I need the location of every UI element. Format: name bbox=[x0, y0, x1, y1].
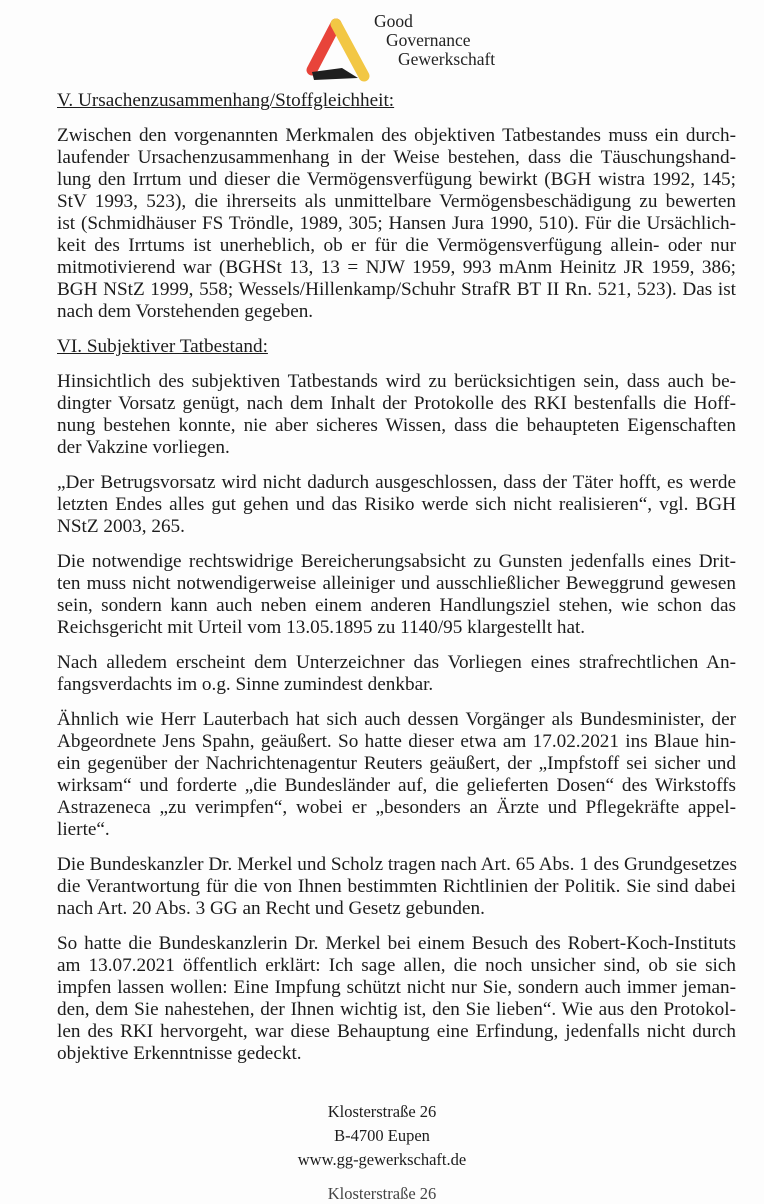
text-line: NStZ 2003, 265. bbox=[57, 516, 185, 537]
logo-text-gewerkschaft: Gewerkschaft bbox=[398, 49, 496, 69]
text-line: So hatte die Bundeskanzlerin Dr. Merkel bei einem Besuch des Robert-Koch-Instituts bbox=[57, 933, 736, 954]
text-line: am 13.07.2021 öffentlich erklärt: Ich sage allen, die noch unsicher sind, ob sie sich bbox=[57, 955, 736, 976]
footer-city: B-4700 Eupen bbox=[334, 1126, 430, 1145]
paragraph bbox=[57, 551, 736, 639]
logo-text-good: Good bbox=[374, 11, 413, 31]
text-line: objektive Erkenntnisse gedeckt. bbox=[57, 1043, 302, 1064]
text-line: ist (Schmidhäuser FS Tröndle, 1989, 305; Hansen Jura 1990, 510). Für die Ursächlich- bbox=[57, 213, 736, 234]
text-line: impfen lassen wollen: Eine Impfung schützt nicht nur Sie, sondern auch immer jeman- bbox=[57, 977, 736, 998]
text-line: laufender Ursachenzusammenhang in der Weise bestehen, dass die Täuschungshand- bbox=[57, 147, 736, 168]
section-heading: VI. Subjektiver Tatbestand: bbox=[57, 336, 268, 357]
text-line: Die Bundeskanzler Dr. Merkel und Scholz tragen nach Art. 65 Abs. 1 des Grundgesetzes bbox=[57, 854, 737, 875]
text-line: mitmotivierend war (BGHSt 13, 13 = NJW 1959, 993 mAnm Heinitz JR 1959, 386; bbox=[57, 257, 736, 278]
text-line: Reichsgericht mit Urteil vom 13.05.1895 zu 1140/95 klargestellt hat. bbox=[57, 617, 586, 638]
text-line: dingter Vorsatz genügt, nach dem Inhalt der Protokolle des RKI bestenfalls die Hoff- bbox=[57, 393, 736, 414]
paragraph bbox=[57, 854, 736, 920]
text-line: lung den Irrtum und dieser die Vermögensverfügung bewirkt (BGH wistra 1992, 145; bbox=[57, 169, 736, 190]
document-body bbox=[57, 90, 736, 1078]
text-line: fangsverdachts im o.g. Sinne zumindest denkbar. bbox=[57, 674, 434, 695]
text-line: ten muss nicht notwendigerweise alleiniger und ausschließlicher Beweggrund gewesen bbox=[57, 573, 736, 594]
text-line: keit des Irrtums ist unerheblich, ob er für die Vermögensverfügung allein- oder nur bbox=[57, 235, 736, 256]
text-line: StV 1993, 523), die ihrerseits als unmittelbare Vermögensbeschädigung zu bewerten bbox=[57, 191, 736, 212]
text-line: letzten Endes alles gut gehen und das Risiko werde sich nicht realisieren“, vgl. BGH bbox=[57, 494, 736, 515]
text-line: Zwischen den vorgenannten Merkmalen des objektiven Tatbestandes muss ein durch- bbox=[57, 125, 736, 146]
footer-street: Klosterstraße 26 bbox=[327, 1102, 437, 1121]
text-line: BGH NStZ 1999, 558; Wessels/Hillenkamp/Schuhr StrafR BT II Rn. 521, 523). Das ist bbox=[57, 279, 736, 300]
paragraph bbox=[57, 472, 736, 538]
section-heading: V. Ursachenzusammenhang/Stoffgleichheit: bbox=[57, 90, 395, 111]
text-line: Ähnlich wie Herr Lauterbach hat sich auch dessen Vorgänger als Bundesminister, der bbox=[57, 709, 736, 730]
text-line: den, dem Sie nahestehen, der Ihnen wichtig ist, den Sie lieben“. Wie aus den Protokol- bbox=[57, 999, 736, 1020]
text-line: lierte“. bbox=[57, 819, 110, 840]
text-line: Die notwendige rechtswidrige Bereicherungsabsicht zu Gunsten jedenfalls eines Drit- bbox=[57, 551, 736, 572]
logo bbox=[306, 10, 506, 80]
text-line: „Der Betrugsvorsatz wird nicht dadurch ausgeschlossen, dass der Täter hofft, es werde bbox=[57, 472, 736, 493]
text-line: wirksam“ und forderte „die Bundesländer auf, die gelieferten Dosen“ des Wirkstoffs bbox=[57, 775, 736, 796]
footer-website: www.gg-gewerkschaft.de bbox=[297, 1150, 467, 1169]
text-line: Astrazeneca „zu verimpfen“, wobei er „besonders an Ärzte und Pflegekräfte appel- bbox=[57, 797, 736, 818]
text-line: sein, sondern kann auch neben einem anderen Handlungsziel stehen, wie schon das bbox=[57, 595, 736, 616]
paragraph bbox=[57, 709, 736, 841]
text-line: nung bestehen konnte, nie aber sicheres Wissen, dass die behaupteten Eigenschaften bbox=[57, 415, 736, 436]
logo-text-governance: Governance bbox=[386, 30, 471, 50]
text-line: der Vakzine vorliegen. bbox=[57, 437, 230, 458]
footer-address bbox=[0, 1100, 764, 1172]
paragraph bbox=[57, 125, 736, 323]
text-line: Nach alledem erscheint dem Unterzeichner das Vorliegen eines strafrechtlichen An- bbox=[57, 652, 736, 673]
paragraph bbox=[57, 933, 736, 1065]
text-line: nach Art. 20 Abs. 3 GG an Recht und Gesetz gebunden. bbox=[57, 898, 485, 919]
text-line: ein gegenüber der Nachrichtenagentur Reuters geäußert, der „Impfstoff sei sicher und bbox=[57, 753, 736, 774]
triangle-logo-icon bbox=[306, 16, 376, 82]
text-line: Abgeordnete Jens Spahn, geäußert. So hatte dieser etwa am 17.02.2021 ins Blaue hin- bbox=[57, 731, 736, 752]
text-line: nach dem Vorstehenden gegeben. bbox=[57, 301, 314, 322]
footer-cut-off-text: Klosterstraße 26 bbox=[327, 1184, 437, 1203]
text-line: Hinsichtlich des subjektiven Tatbestands wird zu berücksichtigen sein, dass auch be- bbox=[57, 371, 736, 392]
paragraph bbox=[57, 371, 736, 459]
paragraph bbox=[57, 652, 736, 696]
text-line: die Verantwortung für die von Ihnen bestimmten Richtlinien der Politik. Sie sind dabei bbox=[57, 876, 736, 897]
text-line: len des RKI hervorgeht, war diese Behauptung eine Erfindung, jedenfalls nicht durch bbox=[57, 1021, 736, 1042]
